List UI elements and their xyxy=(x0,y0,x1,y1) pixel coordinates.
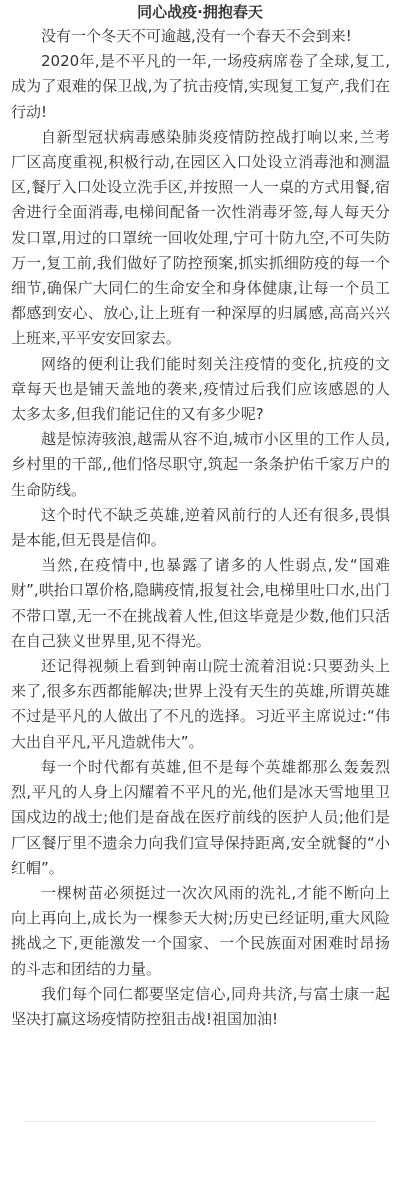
article-body xyxy=(0,24,400,1032)
paragraph-1: 没有一个冬天不可逾越,没有一个春天不会到来! xyxy=(41,27,352,45)
paragraph-4: 网络的便利让我们能时刻关注疫情的变化,抗疫的文章每天也是铺天盖地的袭来,疫情过后我们应该感恩的人太多太多,但我们能记住的又有多少呢? xyxy=(11,354,390,424)
paragraph-7: 当然,在疫情中,也暴露了诸多的人性弱点,发“国难财”,哄抬口罩价格,隐瞒疫情,报复社会,电梯里吐口水,出门不带口罩,无一不在挑战着人性,但这毕竟是少数,他们只活在自己狭义世界里,见不得光。 xyxy=(11,556,390,650)
paragraph-9: 每一个时代都有英雄,但不是每个英雄都那么轰轰烈烈,平凡的人身上闪耀着不平凡的光,他们是冰天雪地里卫国戍边的战士;他们是奋战在医疗前线的医护人员;他们是厂区餐厅里不遗余力向我们宣导保持距离,安全就餐的“小红帽”。 xyxy=(11,757,390,877)
paragraph-6: 这个时代不缺乏英雄,逆着风前行的人还有很多,畏惧是本能,但无畏是信仰。 xyxy=(11,505,390,550)
paragraph-11: 我们每个同仁都要坚定信心,同舟共济,与富士康一起坚决打赢这场疫情防控狙击战!祖国加油! xyxy=(11,984,390,1028)
paragraph-5: 越是惊涛骇浪,越需从容不迫,城市小区里的工作人员,乡村里的干部,,他们恪尽职守,筑起一条条护佑千家万户的生命防线。 xyxy=(11,430,390,499)
paragraph-2: 2020年,是不平凡的一年,一场疫病席卷了全球,复工,成为了艰难的保卫战,为了抗击疫情,实现复工复产,我们在行动! xyxy=(11,52,390,121)
paragraph-10: 一棵树苗必须挺过一次次风雨的洗礼,才能不断向上向上再向上,成长为一棵参天大树;历史已经证明,重大风险挑战之下,更能激发一个国家、一个民族面对困难时昂扬的斗志和团结的力量。 xyxy=(11,883,390,978)
paragraph-3: 自新型冠状病毒感染肺炎疫情防控战打响以来,兰考厂区高度重视,积极行动,在园区入口处设立消毒池和测温区,餐厅入口处设立洗手区,并按照一人一桌的方式用餐,宿舍进行全面消毒,电梯间配备一次性消毒牙签,每人每天分发口罩,用过的口罩统一回收处理,宁可十防九空,不可失防万一,复工前,我们做好了防控预案,抓实抓细防疫的每一个细节,确保广大同仁的生命安全和身体健康,让每一个员工都感到安心、放心,让上班有一种深厚的归属感,高高兴兴上班来,平平安安回家去。 xyxy=(11,127,390,348)
footer-divider xyxy=(24,1121,376,1122)
article-title: 同心战疫·拥抱春天 xyxy=(137,3,263,21)
paragraph-8: 还记得视频上看到钟南山院士流着泪说:只要劲头上来了,很多东西都能解决;世界上没有天生的英雄,所谓英雄不过是平凡的人做出了不凡的选择。习近平主席说过:“伟大出自平凡,平凡造就伟大”。 xyxy=(11,657,390,751)
